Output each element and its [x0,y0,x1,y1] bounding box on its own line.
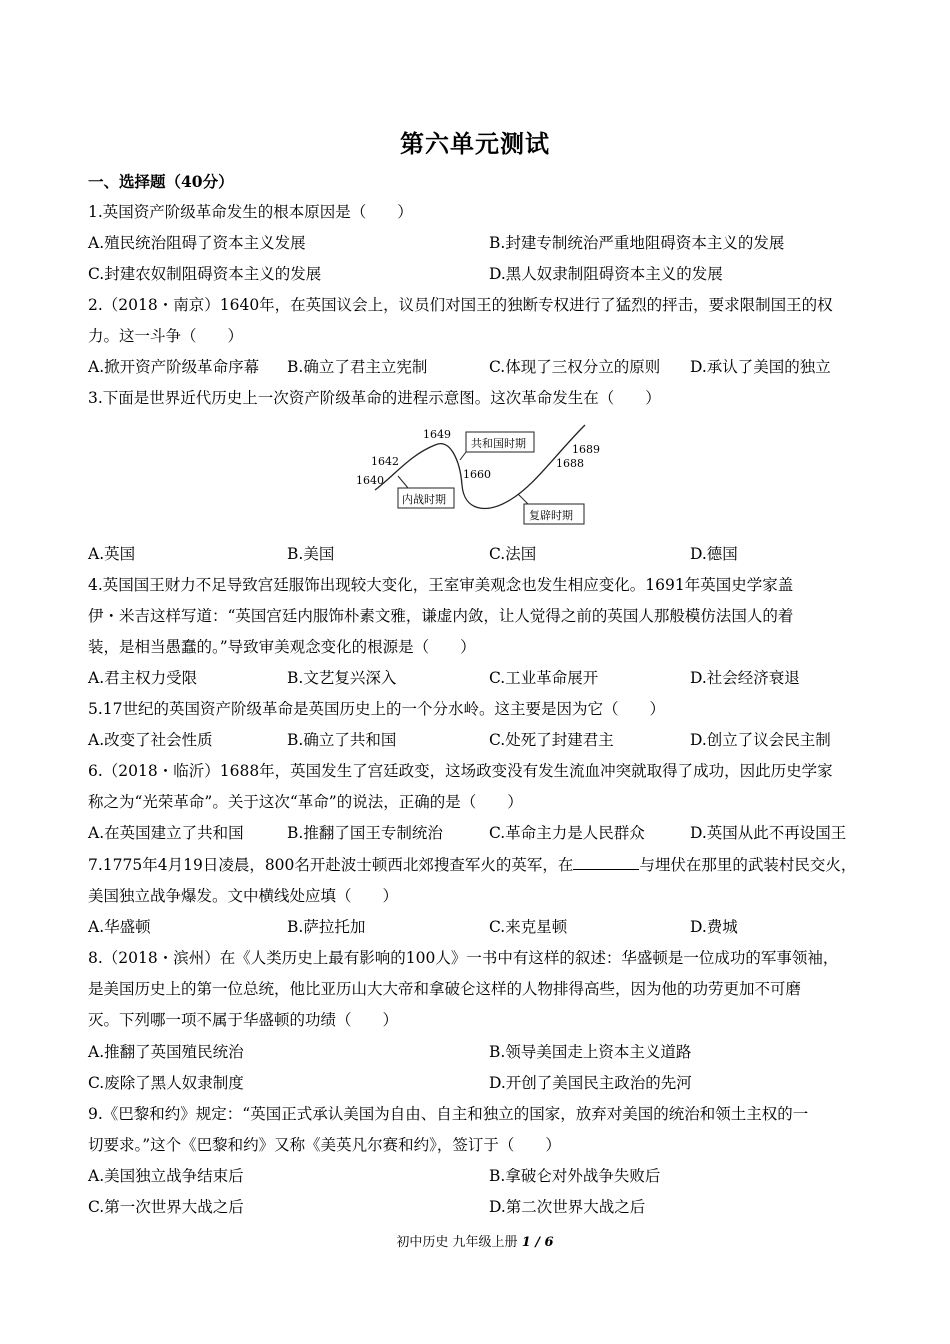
q8-option-d: D.开创了美国民主政治的先河 [489,1074,692,1092]
revolution-process-diagram [350,420,610,530]
q7-stem-part1: 7.1775年4月19日凌晨，800名开赴波士顿西北郊搜查军火的英军，在 [88,856,574,874]
q2-option-d: D.承认了美国的独立 [690,358,831,376]
q4-option-a: A.君主权力受限 [88,669,198,687]
question-8-stem-line3: 灭。下列哪一项不属于华盛顿的功绩（ ） [88,1011,399,1029]
q6-option-a: A.在英国建立了共和国 [88,824,244,842]
q3-option-b: B.美国 [287,545,335,563]
answer-blank [573,855,639,870]
footer-text: 初中历史 九年级上册 [396,1235,522,1250]
question-2-stem-line1: 2.（2018・南京）1640年，在英国议会上，议员们对国王的独断专权进行了猛烈的抨击，要求限制国王的权 [88,296,833,314]
q8-option-a: A.推翻了英国殖民统治 [88,1043,244,1061]
year-1649: 1649 [423,428,451,441]
question-7-stem-line1 [88,855,856,875]
q1-option-c: C.封建农奴制阻碍资本主义的发展 [88,265,322,283]
q7-stem-part2: 与埋伏在那里的武装村民交火， [639,856,857,874]
q3-option-c: C.法国 [489,545,537,563]
question-9-stem-line1: 9.《巴黎和约》规定：“英国正式承认美国为自由、自主和独立的国家，放弃对美国的统治和领土主权的一 [88,1105,809,1123]
q5-option-c: C.处死了封建君主 [489,731,614,749]
year-1660: 1660 [463,468,491,481]
question-5-stem: 5.17世纪的英国资产阶级革命是英国历史上的一个分水岭。这主要是因为它（ ） [88,700,666,718]
q9-option-b: B.拿破仑对外战争失败后 [489,1167,661,1185]
question-3-stem: 3.下面是世界近代历史上一次资产阶级革命的进程示意图。这次革命发生在（ ） [88,389,661,407]
q7-option-c: C.来克星顿 [489,918,568,936]
question-6-stem-line2: 称之为“光荣革命”。关于这次“革命”的说法，正确的是（ ） [88,793,523,811]
q8-option-b: B.领导美国走上资本主义道路 [489,1043,692,1061]
question-4-stem-line3: 装，是相当愚蠢的。”导致审美观念变化的根源是（ ） [88,638,476,656]
q5-option-b: B.确立了共和国 [287,731,397,749]
q2-option-c: C.体现了三权分立的原则 [489,358,661,376]
q7-option-a: A.华盛顿 [88,918,151,936]
q6-option-c: C.革命主力是人民群众 [489,824,645,842]
q6-option-d: D.英国从此不再设国王 [690,824,847,842]
page-footer [0,1231,950,1250]
year-1640: 1640 [356,474,384,487]
q9-option-a: A.美国独立战争结束后 [88,1167,244,1185]
q6-option-b: B.推翻了国王专制统治 [287,824,443,842]
restoration-period-label: 复辟时期 [529,509,573,522]
civil-war-period-label: 内战时期 [402,493,446,506]
section-heading: 一、选择题（40分） [88,172,234,191]
q9-option-d: D.第二次世界大战之后 [489,1198,646,1216]
question-4-stem-line2: 伊・米吉这样写道：“英国宫廷内服饰朴素文雅，谦虚内敛，让人觉得之前的英国人那般模仿法国人的着 [88,607,794,625]
question-4-stem-line1: 4.英国国王财力不足导致宫廷服饰出现较大变化，王室审美观念也发生相应变化。1691年英国史学家盖 [88,576,794,594]
q1-option-a: A.殖民统治阻碍了资本主义发展 [88,234,306,252]
question-7-stem-line2: 美国独立战争爆发。文中横线处应填（ ） [88,887,399,905]
question-6-stem-line1: 6.（2018・临沂）1688年，英国发生了宫廷政变，这场政变没有发生流血冲突就取得了成功，因此历史学家 [88,762,833,780]
question-8-stem-line1: 8.（2018・滨州）在《人类历史上最有影响的100人》一书中有这样的叙述：华盛顿是一位成功的军事领袖， [88,949,839,967]
year-1642: 1642 [371,455,399,468]
q1-option-d: D.黑人奴隶制阻碍资本主义的发展 [489,265,723,283]
q5-option-a: A.改变了社会性质 [88,731,213,749]
q7-option-d: D.费城 [690,918,738,936]
q8-option-c: C.废除了黑人奴隶制度 [88,1074,244,1092]
question-2-stem-line2: 力。这一斗争（ ） [88,327,244,345]
page-number: 1 / 6 [521,1235,554,1250]
question-8-stem-line2: 是美国历史上的第一位总统，他比亚历山大大帝和拿破仑这样的人物排得高些，因为他的功劳更加不可磨 [88,980,802,998]
q4-option-c: C.工业革命展开 [489,669,599,687]
q4-option-b: B.文艺复兴深入 [287,669,397,687]
q1-option-b: B.封建专制统治严重地阻碍资本主义的发展 [489,234,785,252]
year-1688: 1688 [556,457,584,470]
q2-option-b: B.确立了君主立宪制 [287,358,428,376]
q4-option-d: D.社会经济衰退 [690,669,800,687]
q2-option-a: A.掀开资产阶级革命序幕 [88,358,260,376]
year-1689: 1689 [572,443,600,456]
question-1-stem: 1.英国资产阶级革命发生的根本原因是（ ） [88,203,413,221]
q7-option-b: B.萨拉托加 [287,918,366,936]
q9-option-c: C.第一次世界大战之后 [88,1198,244,1216]
q3-option-a: A.英国 [88,545,136,563]
page-title: 第六单元测试 [400,129,550,158]
question-9-stem-line2: 切要求。”这个《巴黎和约》又称《美英凡尔赛和约》，签订于（ ） [88,1136,561,1154]
q3-option-d: D.德国 [690,545,738,563]
q5-option-d: D.创立了议会民主制 [690,731,831,749]
republic-period-label: 共和国时期 [471,437,526,450]
